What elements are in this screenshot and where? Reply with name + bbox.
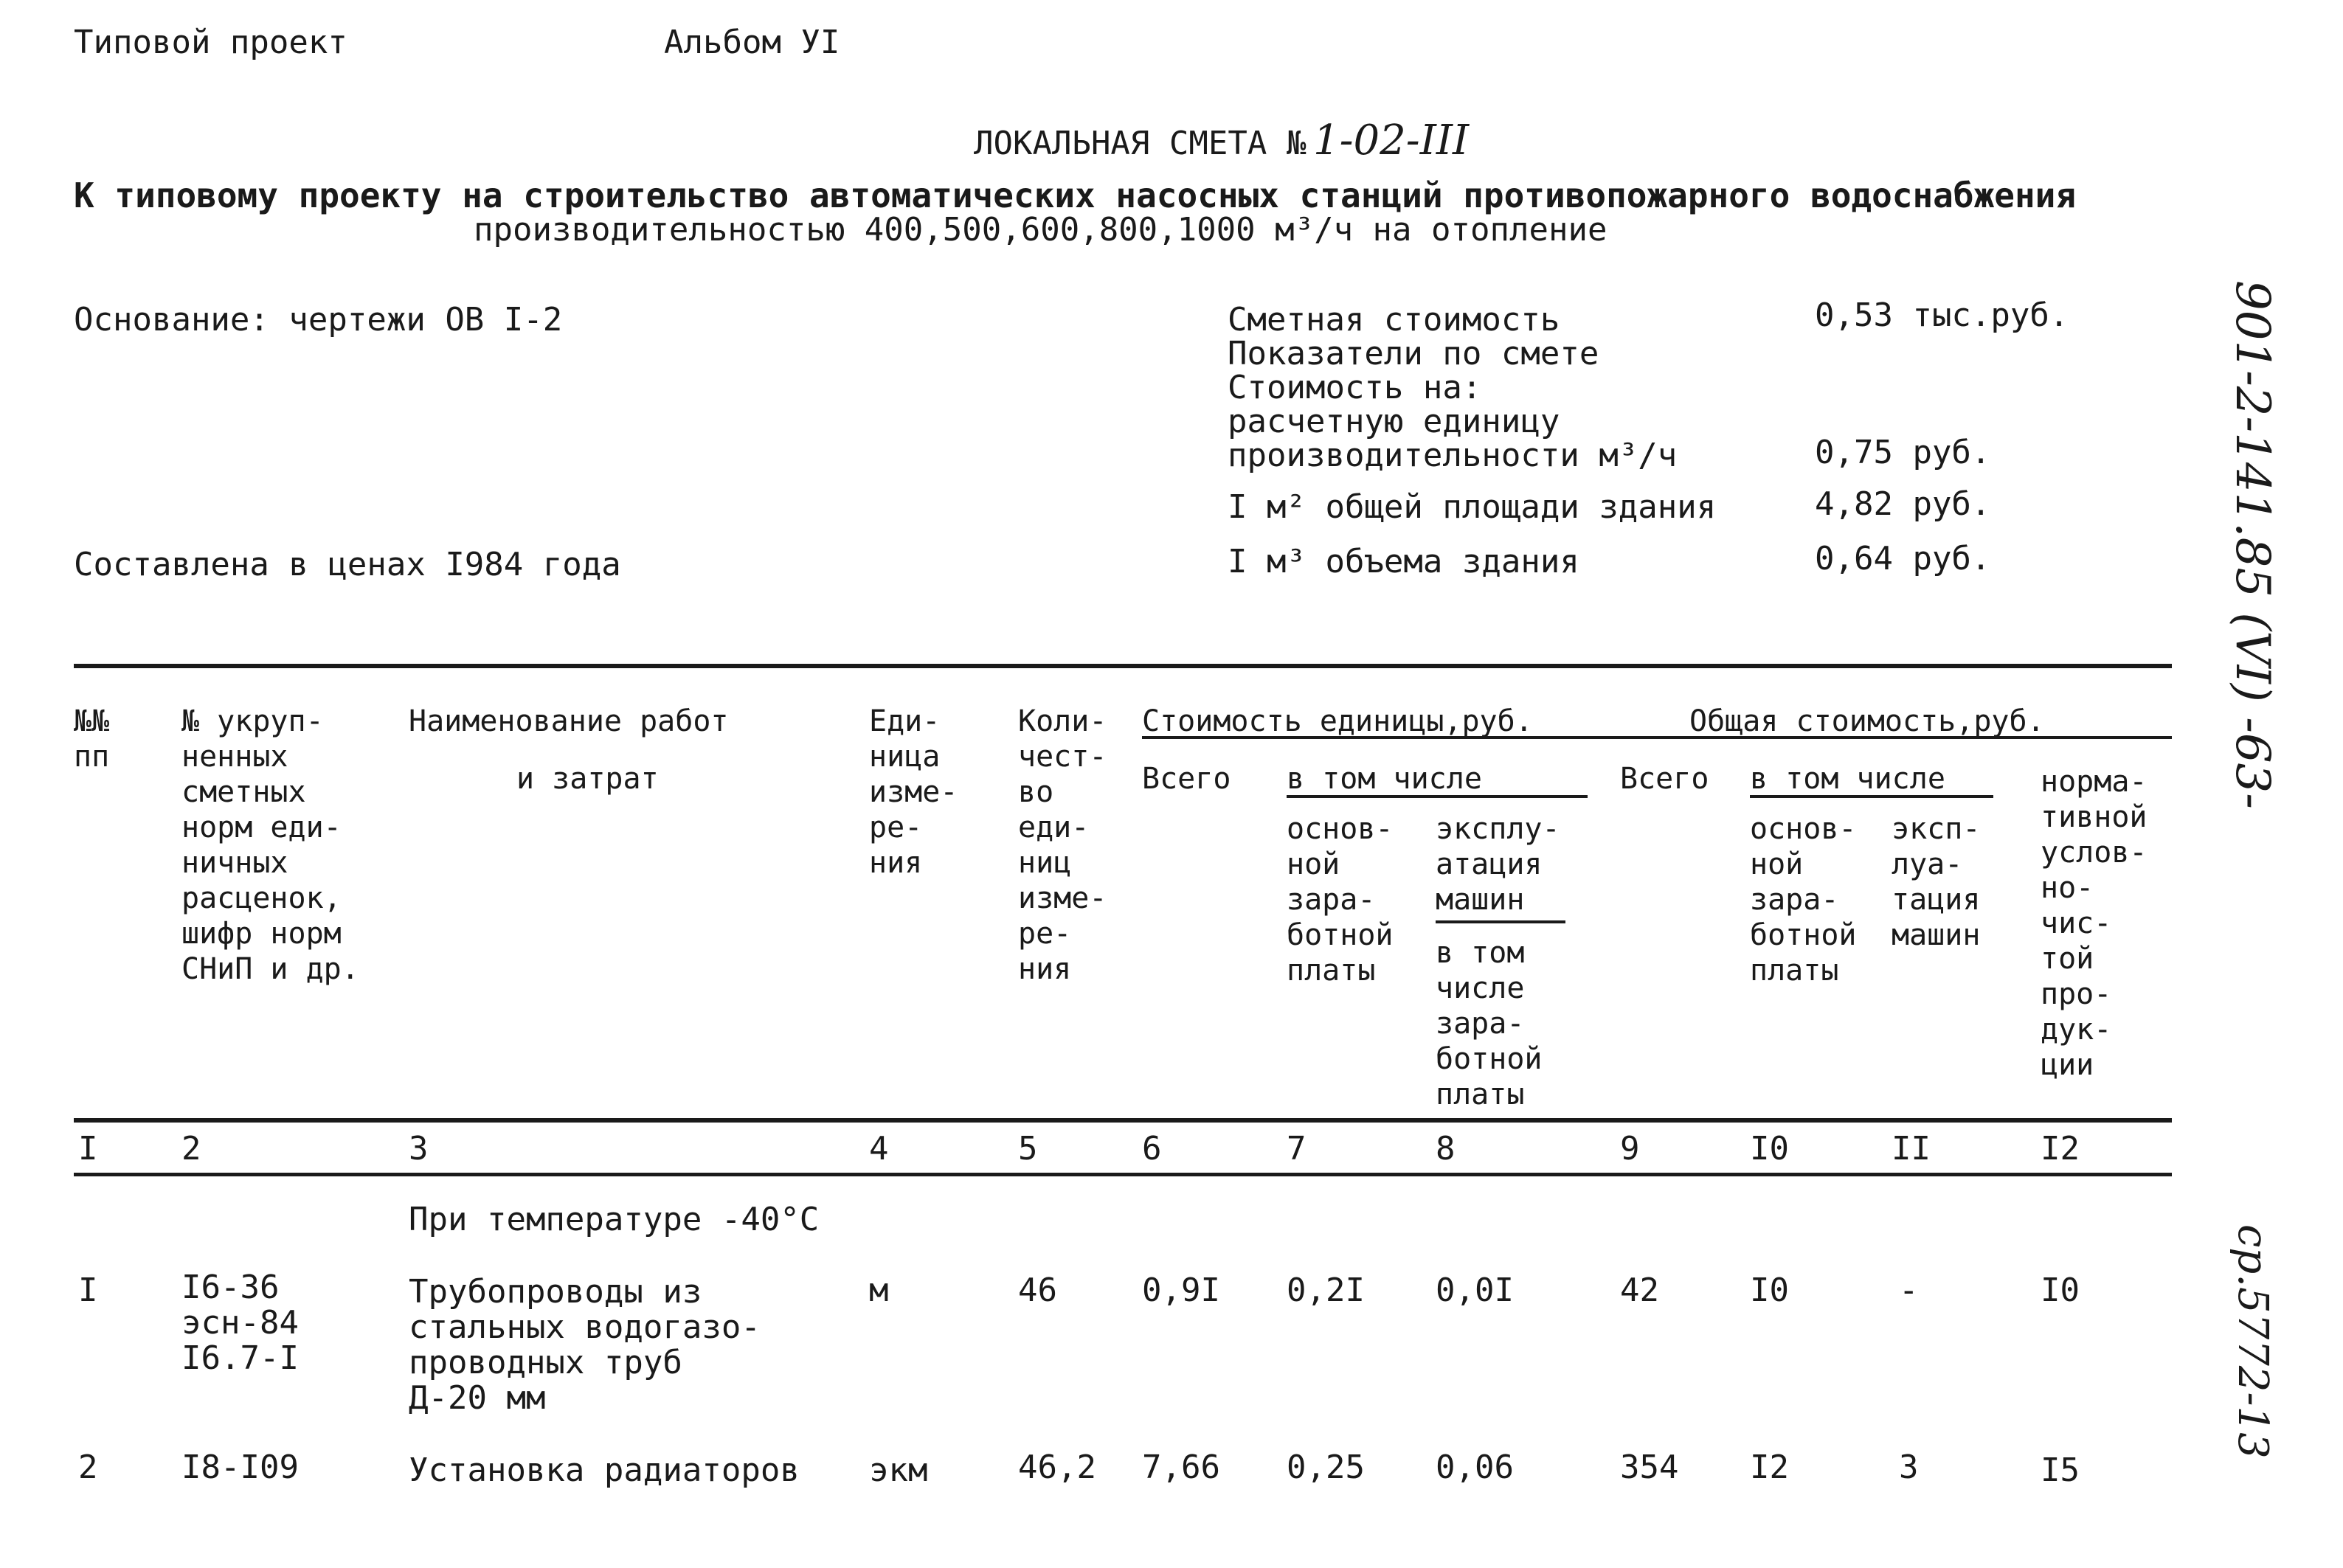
col-number-5: 5 xyxy=(1018,1130,1038,1168)
col-number-12: I2 xyxy=(2041,1130,2080,1168)
header-col-normative: норма- тивной услов- но- чис- той про- дук- ции xyxy=(2041,765,2148,1082)
col-number-3: 3 xyxy=(409,1130,429,1168)
row-total-machine: - xyxy=(1899,1272,1919,1309)
row-total: 42 xyxy=(1620,1272,1659,1309)
row-total-machine: 3 xyxy=(1899,1449,1919,1486)
area-label: I м² общей площади здания xyxy=(1228,488,1717,526)
row-unit-wage: 0,2I xyxy=(1287,1272,1365,1309)
col-number-9: 9 xyxy=(1620,1130,1640,1168)
unit-cost-group-header: Стоимость единицы,руб. xyxy=(1142,704,1533,738)
margin-project-code: 901-2-141.85 (VI) -63- xyxy=(2225,280,2280,809)
header-bottom-rule xyxy=(74,1118,2172,1123)
row-unit: м xyxy=(869,1272,889,1309)
basis-text: Основание: чертежи ОВ I-2 xyxy=(74,301,563,339)
col-number-7: 7 xyxy=(1287,1130,1307,1168)
row-normative: I0 xyxy=(2041,1272,2080,1309)
prices-year-text: Составлена в ценах I984 года xyxy=(74,546,621,583)
volume-label: I м³ объема здания xyxy=(1228,543,1579,580)
subject-line-2: производительностью 400,500,600,800,1000 м³/ч на отопление xyxy=(474,211,1607,249)
row-total-wage: I2 xyxy=(1750,1449,1789,1486)
col-number-4: 4 xyxy=(869,1130,889,1168)
margin-stamp-code: ср.5772-13 xyxy=(2229,1224,2277,1459)
row-name: Установка радиаторов xyxy=(409,1451,800,1489)
section-title: При температуре -40°С xyxy=(409,1201,820,1238)
table-top-rule xyxy=(74,664,2172,668)
row-unit-machine: 0,0I xyxy=(1436,1272,1514,1309)
subject-line-1: К типовому проекту на строительство автоматических насосных станций противопожарного водоснабжения xyxy=(74,176,2077,215)
header-col-unit-wage: основ- ной зара- ботной платы xyxy=(1287,812,1394,988)
unit-value: 0,75 руб. xyxy=(1815,434,1991,471)
total-cost-group-header: Общая стоимость,руб. xyxy=(1689,704,2045,738)
header-col-codes: № укруп- ненных сметных норм еди- ничных расценок, шифр норм СНиП и др. xyxy=(181,704,359,986)
title-number-handwritten: 1-02-III xyxy=(1312,117,1470,164)
row-number: I xyxy=(78,1272,98,1309)
header-col-unit-machine: эксплу- атация машин xyxy=(1436,812,1560,917)
col-number-10: I0 xyxy=(1750,1130,1789,1168)
indicators-label: Показатели по смете xyxy=(1228,335,1599,372)
col-number-2: 2 xyxy=(181,1130,201,1168)
col-number-8: 8 xyxy=(1436,1130,1456,1168)
row-unit-machine: 0,06 xyxy=(1436,1449,1514,1486)
row-unit-total: 7,66 xyxy=(1142,1449,1220,1486)
album-label: Альбом УI xyxy=(664,24,840,61)
header-total-all: Всего xyxy=(1620,762,1709,796)
row-normative: I5 xyxy=(2041,1451,2080,1489)
row-unit-wage: 0,25 xyxy=(1287,1449,1365,1486)
row-quantity: 46,2 xyxy=(1018,1449,1096,1486)
header-unit-incl: в том числе xyxy=(1287,762,1482,796)
machine-underline xyxy=(1436,920,1565,923)
row-quantity: 46 xyxy=(1018,1272,1057,1309)
unit-label-2: производительности м³/ч xyxy=(1228,437,1678,474)
col-number-11: II xyxy=(1892,1130,1931,1168)
header-col-unit: Еди- ница изме- ре- ния xyxy=(869,704,958,880)
col-number-1: I xyxy=(78,1130,98,1168)
header-col-name-2: и затрат xyxy=(516,762,659,796)
header-unit-total: Всего xyxy=(1142,762,1231,796)
header-col-total-wage: основ- ной зара- ботной платы xyxy=(1750,812,1857,988)
row-codes: I8-I09 xyxy=(181,1449,299,1486)
row-total: 354 xyxy=(1620,1449,1679,1486)
estimate-cost-label: Сметная стоимость xyxy=(1228,301,1560,339)
col-number-6: 6 xyxy=(1142,1130,1162,1168)
header-col-name-1: Наименование работ xyxy=(409,704,729,738)
title-prefix: ЛОКАЛЬНАЯ СМЕТА № xyxy=(974,125,1307,162)
cost-per-label: Стоимость на: xyxy=(1228,369,1482,406)
project-type-label: Типовой проект xyxy=(74,24,347,61)
column-numbers-rule xyxy=(74,1173,2172,1176)
document-title xyxy=(974,117,1469,164)
row-name: Трубопроводы из стальных водогазо- проводных труб Д-20 мм xyxy=(409,1273,761,1417)
row-unit-total: 0,9I xyxy=(1142,1272,1220,1309)
header-col-unit-machine-wage: в том числе зара- ботной платы xyxy=(1436,936,1543,1111)
header-col-number: №№ пп xyxy=(74,704,110,774)
volume-value: 0,64 руб. xyxy=(1815,540,1991,577)
row-codes: I6-36 эсн-84 I6.7-I xyxy=(181,1269,299,1377)
estimate-cost-value: 0,53 тыс.руб. xyxy=(1815,296,2069,334)
header-total-incl: в том числе xyxy=(1750,762,1945,796)
header-col-total-machine: эксп- луа- тация машин xyxy=(1892,812,1981,952)
unit-label-1: расчетную единицу xyxy=(1228,403,1560,440)
row-number: 2 xyxy=(78,1449,98,1486)
row-unit: экм xyxy=(869,1451,928,1489)
row-total-wage: I0 xyxy=(1750,1272,1789,1309)
header-col-quantity: Коли- чест- во еди- ниц изме- ре- ния xyxy=(1018,704,1107,986)
area-value: 4,82 руб. xyxy=(1815,485,1991,523)
